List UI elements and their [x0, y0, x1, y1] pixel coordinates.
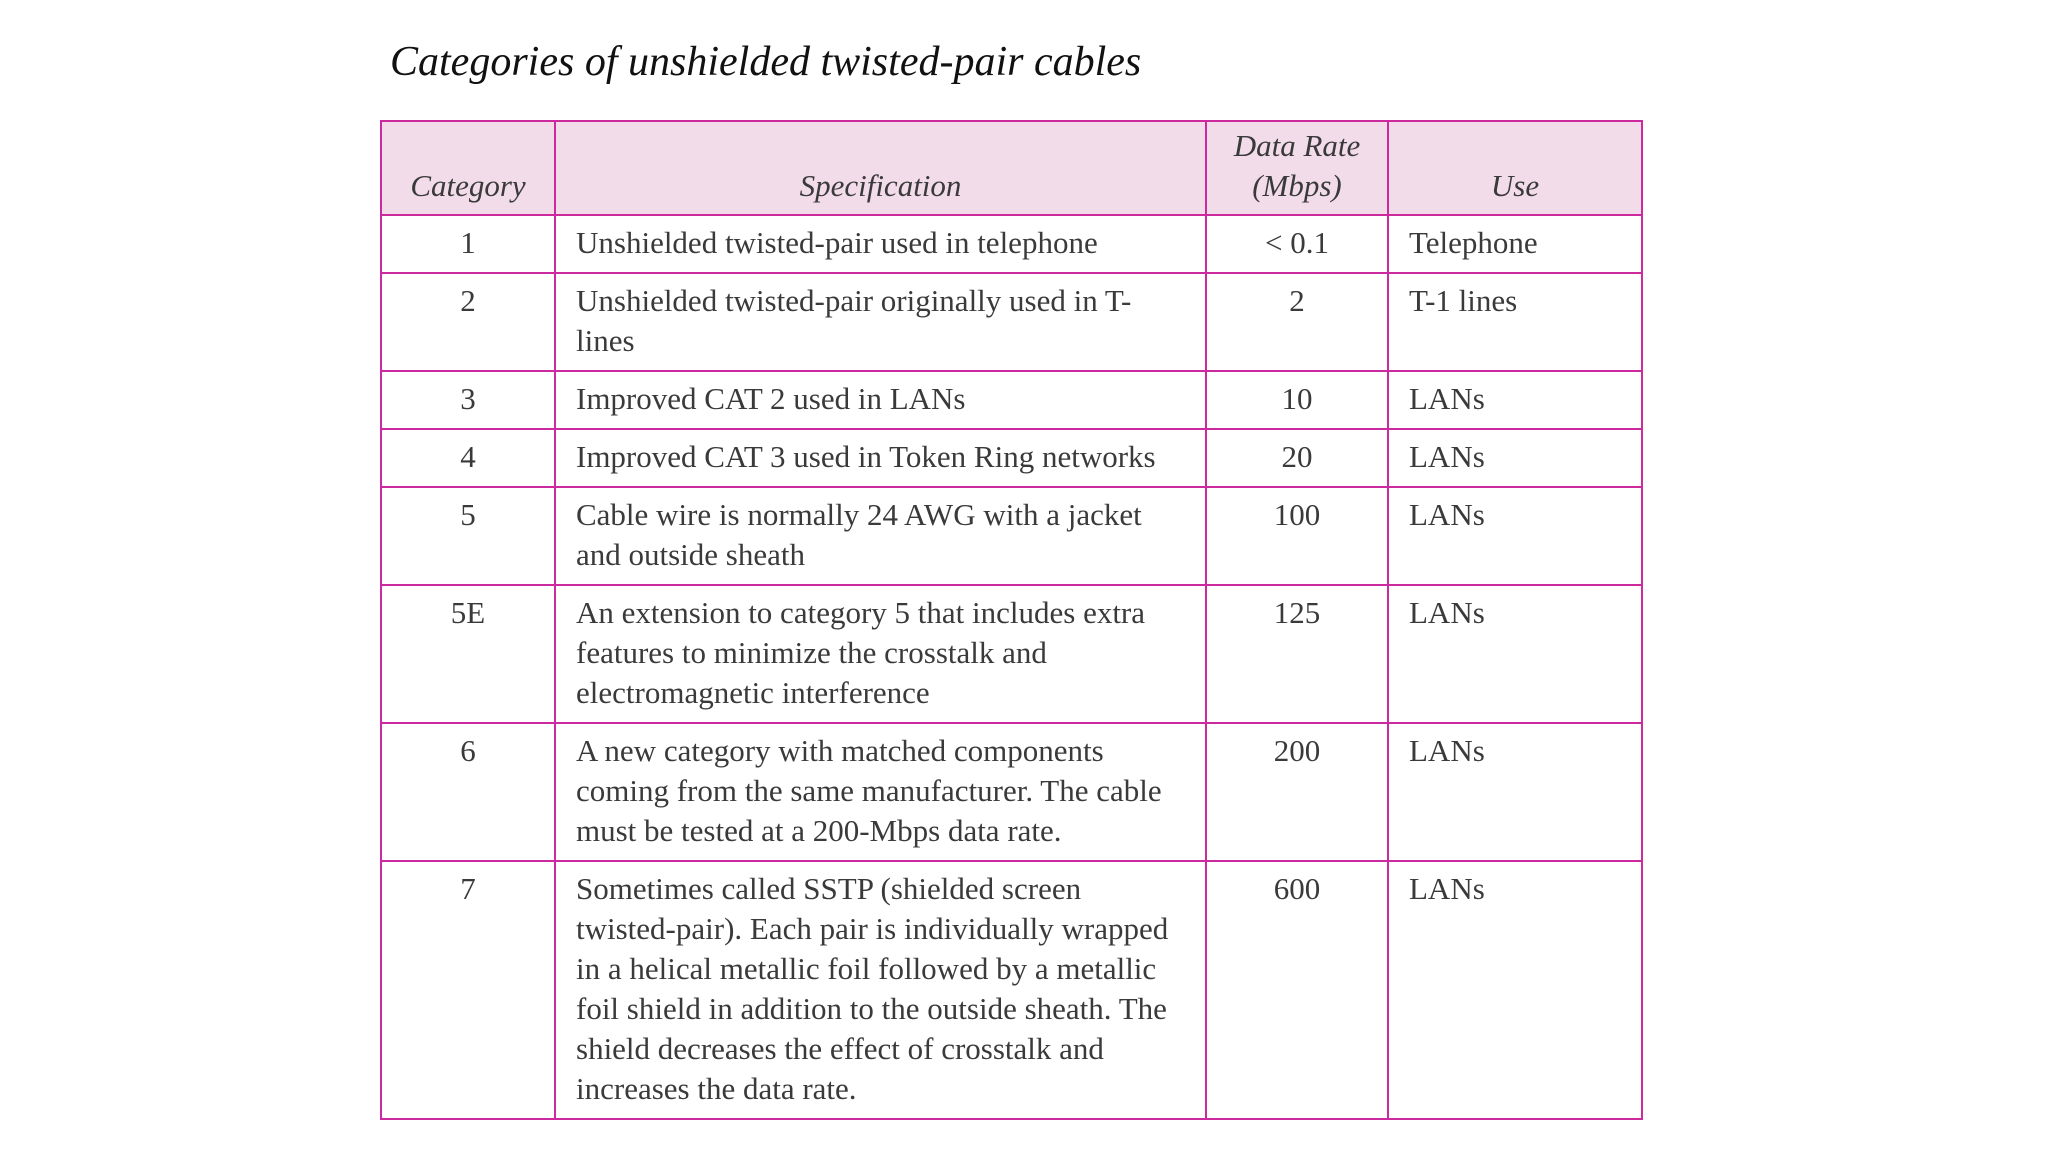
category-cell: 7: [381, 861, 555, 1119]
header-data-rate: [1206, 121, 1388, 215]
header-category: Category: [381, 121, 555, 215]
category-cell: 2: [381, 273, 555, 371]
table-title: Categories of unshielded twisted-pair cables: [390, 39, 1142, 85]
use-cell: LANs: [1388, 429, 1642, 487]
category-cell: 5E: [381, 585, 555, 723]
specification-cell: Unshielded twisted-pair used in telephone: [555, 215, 1206, 273]
use-cell: LANs: [1388, 585, 1642, 723]
specification-cell: Sometimes called SSTP (shielded screen twisted-pair). Each pair is individually wrapped in a helical metallic foil followed by a metallic foil shield in addition to the outside sheath. The shield decreases the effect of crosstalk and increases the data rate.: [555, 861, 1206, 1119]
use-cell: T-1 lines: [1388, 273, 1642, 371]
table-row: [381, 429, 1642, 487]
specification-cell: A new category with matched components coming from the same manufacturer. The cable must be tested at a 200-Mbps data rate.: [555, 723, 1206, 861]
use-cell: LANs: [1388, 861, 1642, 1119]
table-row: [381, 585, 1642, 723]
specification-cell: Unshielded twisted-pair originally used in T-lines: [555, 273, 1206, 371]
category-cell: 5: [381, 487, 555, 585]
table-row: [381, 487, 1642, 585]
specification-cell: Improved CAT 3 used in Token Ring networks: [555, 429, 1206, 487]
use-cell: LANs: [1388, 487, 1642, 585]
data-rate-cell: 2: [1206, 273, 1388, 371]
data-rate-cell: 100: [1206, 487, 1388, 585]
specification-cell: An extension to category 5 that includes extra features to minimize the crosstalk and electromagnetic interference: [555, 585, 1206, 723]
specification-cell: Improved CAT 2 used in LANs: [555, 371, 1206, 429]
header-specification: Specification: [555, 121, 1206, 215]
use-cell: LANs: [1388, 723, 1642, 861]
cable-categories-table: [380, 120, 1643, 1120]
data-rate-cell: 20: [1206, 429, 1388, 487]
data-rate-cell: 200: [1206, 723, 1388, 861]
use-cell: Telephone: [1388, 215, 1642, 273]
data-rate-cell: 600: [1206, 861, 1388, 1119]
specification-cell: Cable wire is normally 24 AWG with a jacket and outside sheath: [555, 487, 1206, 585]
header-data-rate-line1: Data Rate: [1233, 128, 1361, 163]
data-rate-cell: < 0.1: [1206, 215, 1388, 273]
use-cell: LANs: [1388, 371, 1642, 429]
data-rate-cell: 10: [1206, 371, 1388, 429]
table-row: [381, 371, 1642, 429]
data-rate-cell: 125: [1206, 585, 1388, 723]
table-row: [381, 273, 1642, 371]
category-cell: 4: [381, 429, 555, 487]
header-row: [381, 121, 1642, 215]
table-row: [381, 861, 1642, 1119]
header-use: Use: [1388, 121, 1642, 215]
table-row: [381, 723, 1642, 861]
table-row: [381, 215, 1642, 273]
header-data-rate-line2: (Mbps): [1252, 168, 1342, 203]
category-cell: 3: [381, 371, 555, 429]
category-cell: 1: [381, 215, 555, 273]
category-cell: 6: [381, 723, 555, 861]
